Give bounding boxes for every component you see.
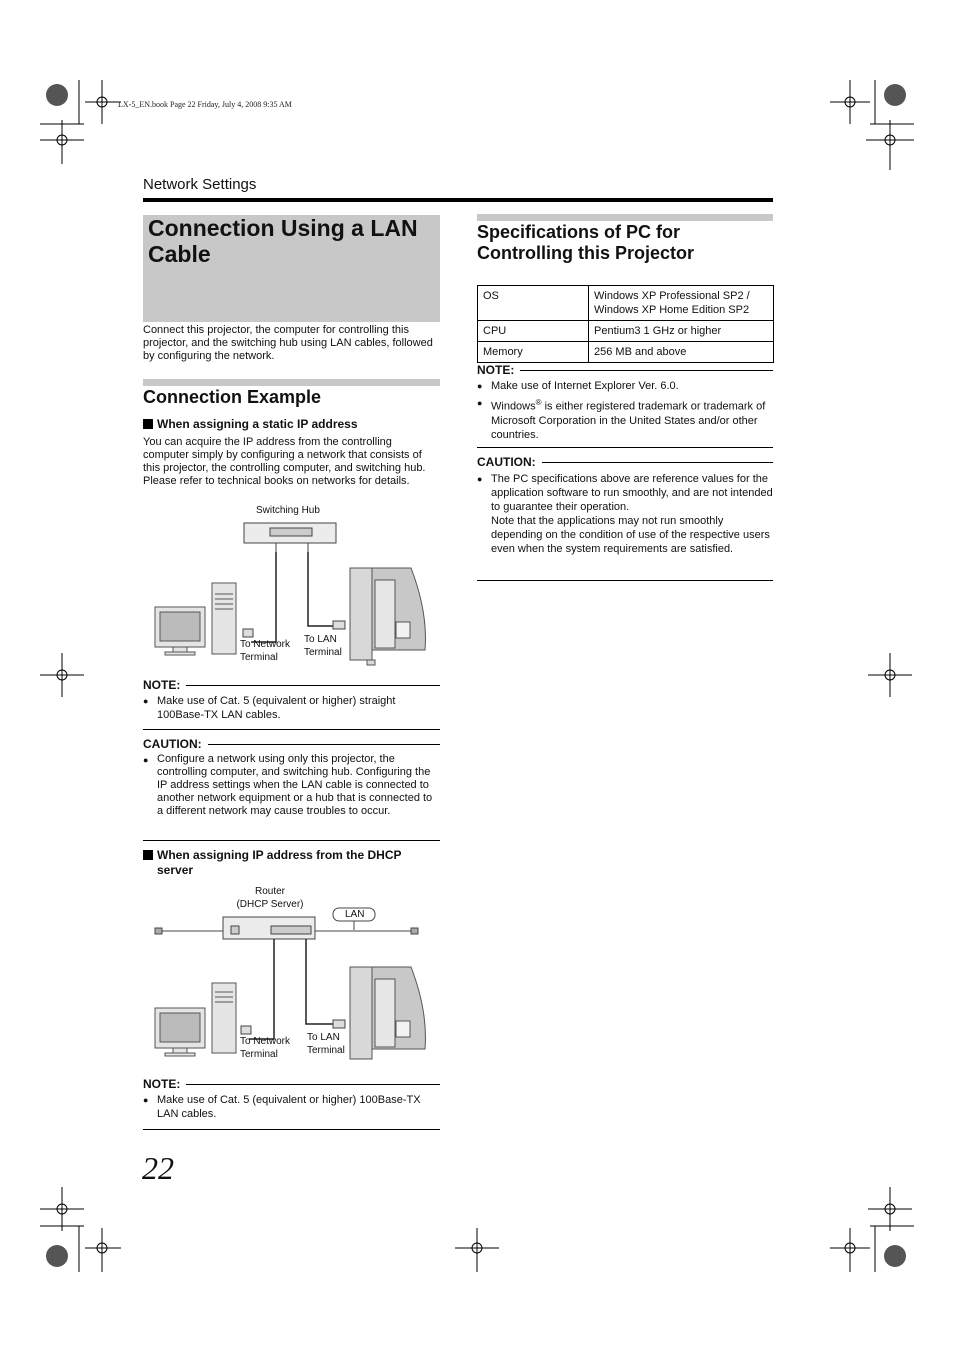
router-diagram [143,884,440,1074]
caution-item: ● Configure a network using only this projector, the controlling computer, and switching hub. Configuring the IP address settings when the LAN cable is connected to another network equipment or a hub that is connected to a different network may cause troubles to occur. [143,753,433,817]
connection-diagram-svg [143,502,440,672]
square-bullet-icon [143,850,153,860]
table-key: OS [478,286,589,321]
square-bullet-icon [143,419,153,429]
file-stamp: LX-5_EN.book Page 22 Friday, July 4, 2008 9:35 AM [118,100,292,109]
table-value: Pentium3 1 GHz or higher [589,321,774,342]
static-ip-heading: When assigning a static IP address [143,417,358,432]
table-row [478,342,774,363]
caution-heading: CAUTION: [477,455,773,469]
divider [477,447,773,448]
table-key: CPU [478,321,589,342]
lan-label: LAN [345,909,365,920]
router-diagram-svg [143,884,440,1074]
note-item: ● Make use of Internet Explorer Ver. 6.0. [477,380,679,392]
table-value: Windows XP Professional SP2 / Windows XP Home Edition SP2 [589,286,774,321]
to-lan-label: To LAN Terminal [304,634,342,658]
divider [143,840,440,841]
page-number: 22 [142,1150,174,1186]
router-label: Router (DHCP Server) [236,886,304,910]
section-bar [477,214,773,221]
to-lan-label: To LAN Terminal [307,1032,345,1056]
note-item: ● Windows® is either registered trademark or trademark of Microsoft Corporation in the United States and/or other countries. [477,398,766,441]
hub-label: Switching Hub [256,505,320,516]
note-heading: NOTE: [477,363,773,377]
table-key: Memory [478,342,589,363]
dhcp-heading: When assigning IP address from the DHCP server [143,848,440,878]
to-network-label: To Network Terminal [240,639,291,663]
switching-hub-diagram [143,502,440,672]
section-header: Network Settings [143,176,257,193]
divider [143,1129,440,1130]
caution-item: ● The PC specifications above are reference values for the application software to run smoothly, and are not intended to guarantee their operation. Note that the applications may not run smoothly depending on the condition of use of the respective users even when the system requirements are satisfied. [477,473,773,555]
note-heading: NOTE: [143,1077,440,1091]
note-heading: NOTE: [143,678,440,692]
page-title: Connection Using a LAN Cable [148,215,418,267]
note-item: ● Make use of Cat. 5 (equivalent or higher) straight 100Base-TX LAN cables. [143,695,396,721]
connection-example-title: Connection Example [143,387,322,407]
spec-table [477,285,774,363]
static-ip-text: You can acquire the IP address from the controlling computer simply by configuring a network that consists of this projector, the controlling computer, and switching hub. Please refer to technical books on networks for details. [143,436,426,487]
table-value: 256 MB and above [589,342,774,363]
divider [477,580,773,581]
note-item: ● Make use of Cat. 5 (equivalent or higher) 100Base-TX LAN cables. [143,1094,421,1120]
header-rule [143,198,773,202]
spec-title: Specifications of PC for Controlling this Projector [477,222,695,263]
title-box [143,215,440,322]
divider [143,729,440,730]
registration-dot-icon [46,84,68,106]
section-bar [143,379,440,386]
caution-heading: CAUTION: [143,737,440,751]
to-network-label: To Network Terminal [240,1036,291,1060]
table-row [478,286,774,321]
intro-text: Connect this projector, the computer for controlling this projector, and the switching hub using LAN cables, followed by configuring the network. [143,324,433,362]
table-row [478,321,774,342]
